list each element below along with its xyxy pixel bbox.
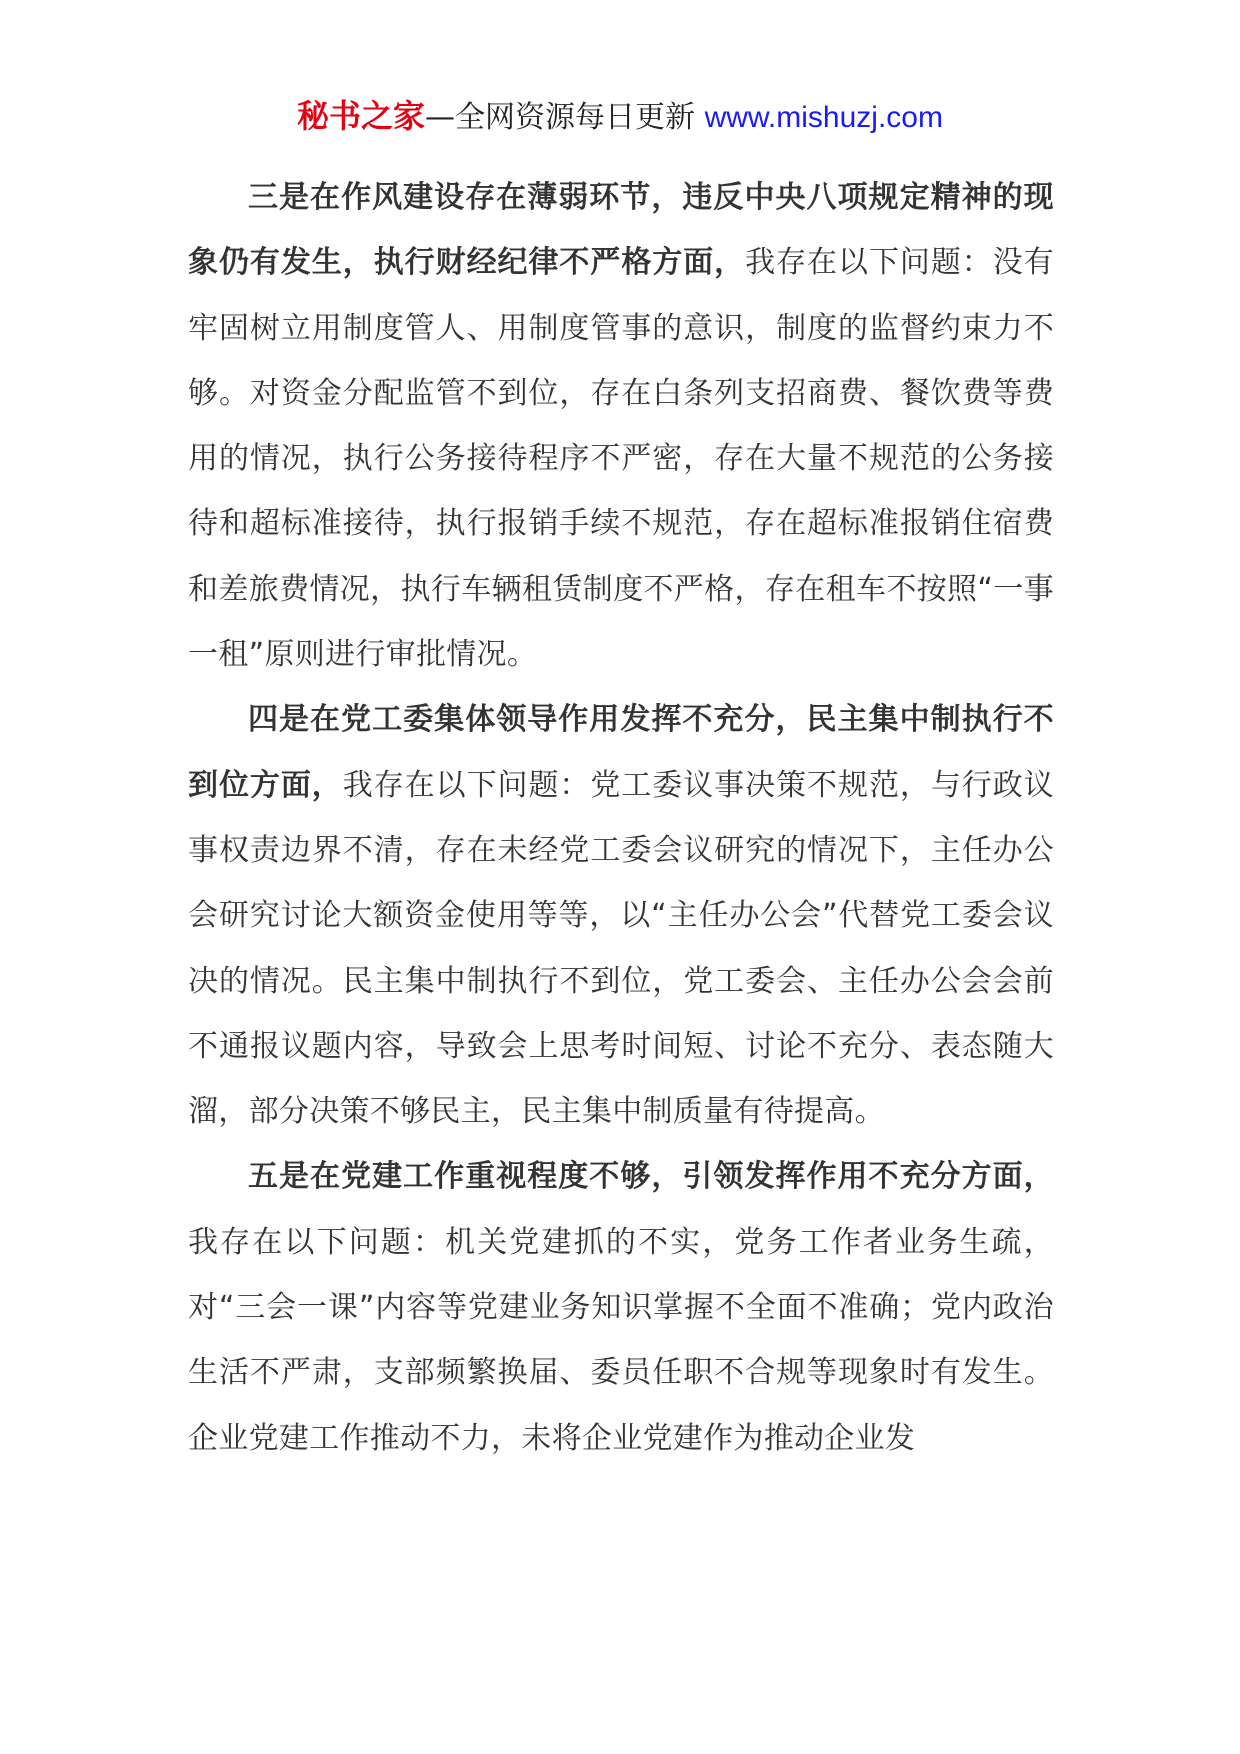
paragraph-5 — [188, 1144, 1054, 1470]
document-body — [188, 165, 1054, 1471]
site-header — [0, 96, 1240, 138]
paragraph-text: 我存在以下问题：没有牢固树立用制度管人、用制度管事的意识，制度的监督约束力不够。对资金分配监管不到位，存在白条列支招商费、餐饮费等费用的情况，执行公务接待程序不严密，存在大量不规范的公务接待和超标准接待，执行报销手续不规范，存在超标准报销住宿费和差旅费情况，执行车辆租赁制度不严格，存在租车不按照“一事一租”原则进行审批情况。 — [188, 245, 1055, 673]
paragraph-heading: 三是在作风建设存在薄弱环节，违反中央八项规定精神的现象仍有发生，执行财经纪律不严格方面， — [188, 180, 1054, 281]
site-tagline: —全网资源每日更新 — [425, 100, 705, 135]
paragraph-heading: 四是在党工委集体领导作用发挥不充分，民主集中制执行不到位方面， — [188, 702, 1054, 803]
paragraph-3 — [188, 165, 1054, 687]
paragraph-text: 我存在以下问题：机关党建抓的不实，党务工作者业务生疏，对“三会一课”内容等党建业务知识掌握不全面不准确；党内政治生活不严肃，支部频繁换届、委员任职不合规等现象时有发生。企业党建工作推动不力，未将企业党建作为推动企业发 — [188, 1224, 1054, 1456]
paragraph-text: 我存在以下问题：党工委议事决策不规范，与行政议事权责边界不清，存在未经党工委会议研究的情况下，主任办公会研究讨论大额资金使用等等，以“主任办公会”代替党工委会议决的情况。民主集中制执行不到位，党工委会、主任办公会会前不通报议题内容，导致会上思考时间短、讨论不充分、表态随大溜，部分决策不够民主，民主集中制质量有待提高。 — [188, 767, 1055, 1130]
site-brand: 秘书之家 — [297, 97, 426, 135]
paragraph-4 — [188, 687, 1054, 1144]
site-url-link[interactable]: www.mishuzj.com — [704, 101, 943, 134]
paragraph-heading: 五是在党建工作重视程度不够，引领发挥作用不充分方面， — [248, 1159, 1054, 1195]
